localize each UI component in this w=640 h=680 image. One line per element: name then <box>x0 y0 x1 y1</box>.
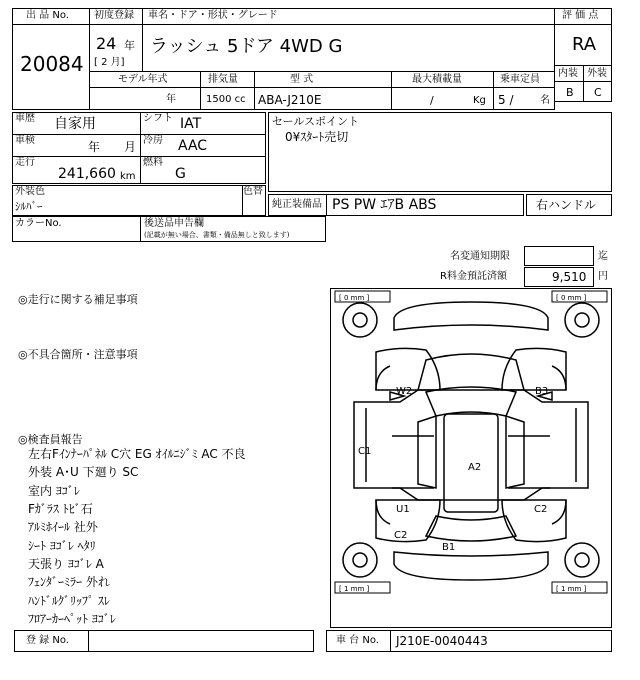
damage-mark: C2 <box>394 530 408 541</box>
shift-label: シフト <box>143 113 173 124</box>
inspector-line: Fｶﾞﾗｽ ﾄﾋﾞ石 <box>28 502 93 516</box>
exterior-color-box <box>12 185 266 216</box>
history-label: 車歴 <box>15 113 35 124</box>
capacity-label: 乗車定員 <box>500 74 540 85</box>
steering-value: 右ハンドル <box>536 198 597 212</box>
equipment-value: PS PW ｴｱB ABS <box>332 197 437 213</box>
recycle-fee-label: R料金預託済額 <box>440 271 507 282</box>
evaluation-label: 評 価 点 <box>562 10 599 21</box>
chassis-number-label: 車 台 No. <box>336 635 379 646</box>
damage-mark: B1 <box>442 542 456 553</box>
fuel-value: G <box>175 166 186 182</box>
vehicle-name-label: 車名・ドア・形状・グレード <box>148 10 278 21</box>
tread-depth-rear-left: [ 1 mm ] <box>339 585 370 593</box>
model-code: ABA-J210E <box>258 93 322 107</box>
damage-mark: W2 <box>396 386 413 397</box>
inspector-report-title: ◎検査員報告 <box>18 433 83 446</box>
inspector-line: ｱﾙﾐﾎｲｰﾙ 社外 <box>28 520 98 534</box>
tread-depth-front-left: [ 0 mm ] <box>339 294 370 302</box>
max-load: / <box>430 94 434 107</box>
history-value: 自家用 <box>54 116 96 132</box>
inspector-line: ﾌﾛｱｰｶｰﾍﾟｯﾄ ﾖｺﾞﾚ <box>28 612 116 626</box>
transfer-deadline-field <box>524 246 594 266</box>
sales-point-value: 0¥ｽﾀｰﾄ売切 <box>285 130 349 144</box>
model-code-label: 型 式 <box>290 74 314 85</box>
fuel-label: 燃料 <box>143 157 163 168</box>
first-registration-month: [ 2 月] <box>94 57 125 68</box>
lot-number: 20084 <box>20 52 84 76</box>
first-registration-label: 初度登録 <box>94 10 134 21</box>
first-registration-year: 24 <box>96 34 117 53</box>
car-damage-diagram <box>330 288 612 628</box>
capacity-unit: 名 <box>540 95 550 106</box>
model-year-label: モデル年式 <box>118 74 168 85</box>
transfer-deadline-unit: 迄 <box>598 251 608 262</box>
driving-notes-title: ◎走行に関する補足事項 <box>18 293 138 306</box>
inspector-line: ﾌｪﾝﾀﾞｰﾐﾗｰ 外れ <box>28 575 110 589</box>
exterior-color-label: 外装色 <box>15 186 45 197</box>
vehicle-name: ラッシュ 5ドア 4WD G <box>150 36 343 57</box>
damage-mark: C1 <box>358 446 372 457</box>
model-year-unit: 年 <box>166 94 176 105</box>
max-load-label: 最大積載量 <box>412 74 462 85</box>
mileage-unit: km <box>120 171 136 182</box>
lot-number-label: 出 品 No. <box>26 10 69 21</box>
inspector-line: ﾊﾝﾄﾞﾙｸﾞﾘｯﾌﾟ ｽﾚ <box>28 594 110 608</box>
inspector-line: 室内 ﾖｺﾞﾚ <box>28 484 80 498</box>
details-left-box <box>12 112 266 184</box>
exterior-score: C <box>594 86 602 99</box>
inspection-year: 年 <box>88 140 101 154</box>
chassis-number: J210E-0040443 <box>396 634 488 648</box>
exterior-color-value: ｼﾙﾊﾞｰ <box>15 200 43 213</box>
interior-score: B <box>566 86 574 99</box>
inspector-line: ｼｰﾄ ﾖｺﾞﾚ ﾍﾀﾘ <box>28 539 96 553</box>
damage-mark: U1 <box>396 504 410 515</box>
color-number-label: カラーNo. <box>15 218 62 229</box>
evaluation-score: RA <box>572 34 597 55</box>
ac-value: AAC <box>178 138 208 154</box>
shift-value: IAT <box>180 116 202 132</box>
damage-mark: B3 <box>535 386 549 397</box>
mileage-value: 241,660 <box>58 166 116 182</box>
sales-point-label: セールスポイント <box>272 115 360 128</box>
exterior-label: 外装 <box>587 68 607 79</box>
recycle-fee-unit: 円 <box>598 271 608 282</box>
equipment-label: 純正装備品 <box>272 199 322 210</box>
recycle-fee-amount: 9,510 <box>552 270 587 284</box>
inspector-line: 左右Fｲﾝﾅｰﾊﾟﾈﾙ C穴 EG ｵｲﾙﾆｼﾞﾐ AC 不良 <box>28 447 246 461</box>
interior-label: 内装 <box>558 68 578 79</box>
inspection-month: 月 <box>124 140 137 154</box>
defects-title: ◎不具合箇所・注意事項 <box>18 348 138 361</box>
tread-depth-rear-right: [ 1 mm ] <box>556 585 587 593</box>
displacement-label: 排気量 <box>208 74 238 85</box>
damage-mark: A2 <box>468 462 482 473</box>
transfer-deadline-label: 名変通知期限 <box>450 251 510 262</box>
displacement: 1500 cc <box>206 94 246 105</box>
aftermarket-label: 後送品申告欄 <box>144 218 204 229</box>
year-unit: 年 <box>124 39 135 52</box>
capacity: 5 / <box>498 93 514 107</box>
ac-label: 冷房 <box>143 135 163 146</box>
aftermarket-note: (記載が無い場合、書類・備品無しと致します) <box>144 231 290 239</box>
max-load-unit: Kg <box>473 95 486 106</box>
inspection-label: 車検 <box>15 135 35 146</box>
damage-mark: C2 <box>534 504 548 515</box>
mileage-label: 走行 <box>15 157 35 168</box>
inspector-line: 外装 A･U 下廻り SC <box>28 465 139 479</box>
tread-depth-front-right: [ 0 mm ] <box>556 294 587 302</box>
registration-number-label: 登 録 No. <box>26 635 69 646</box>
color-change-label: 色替 <box>243 186 263 197</box>
inspector-line: 天張り ﾖｺﾞﾚ A <box>28 557 104 571</box>
